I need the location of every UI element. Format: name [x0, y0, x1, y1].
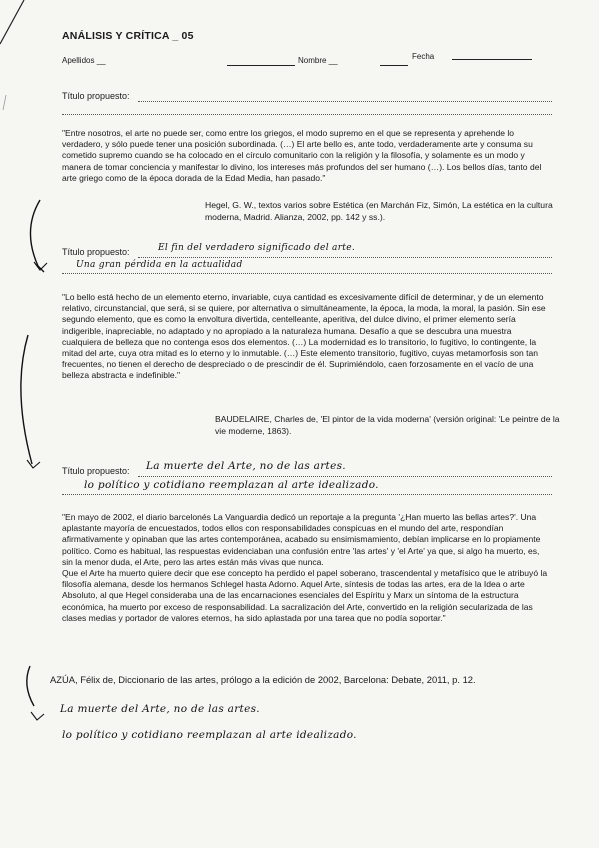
fecha-label: Fecha: [412, 52, 435, 61]
source-hegel: Hegel, G. W., textos varios sobre Estética (en Marchán Fiz, Simón, La estética en la cultura moderna, Madrid. Alianza, 2002, pp. 142 y ss.).: [205, 200, 553, 222]
titulo-propuesto-label-2: Título propuesto:: [62, 247, 130, 257]
worksheet-title: ANÁLISIS Y CRÍTICA _ 05: [62, 30, 194, 42]
fecha-field[interactable]: [452, 59, 532, 60]
handwritten-answer-3a: La muerte del Arte, no de las artes.: [60, 703, 260, 715]
titulo-line-3a[interactable]: [138, 476, 552, 477]
handwritten-answer-3b: lo político y cotidiano reemplazan al arte idealizado.: [62, 729, 357, 741]
titulo-line-2a[interactable]: [138, 257, 552, 258]
titulo-line-3b[interactable]: [62, 494, 552, 495]
nombre-field[interactable]: [380, 65, 408, 66]
source-azua: AZÚA, Félix de, Diccionario de las artes, prólogo a la edición de 2002, Barcelona: Debate, 2011, p. 12.: [50, 674, 476, 685]
titulo-line-2b[interactable]: [62, 273, 552, 274]
titulo-line-1b[interactable]: [62, 114, 552, 115]
quote-azua-text-1: "En mayo de 2002, el diario barcelonés La Vanguardia dedicó un reportaje a la pregunta '¿Han muerto las bellas artes?'. Una aplastante mayoría de encuestados, todos ellos con responsabilidades conspicuas en el mundo del arte, respondían afirmativamente y opinaban que las artes contemporánea, acabado su ensimismamiento, debían implicarse en lo propiamente político. Como es habitual, las respuestas evidenciaban una confusión entre 'las artes' y 'el Arte' ya que, si algo ha muerto, es, sin la menor duda, el Arte, pero las artes están más vivas que nunca.: [62, 512, 541, 567]
quote-azua: [62, 512, 552, 624]
quote-baudelaire: [62, 292, 552, 382]
titulo-line-1a[interactable]: [138, 101, 552, 102]
handwritten-title-2b: Una gran pérdida en la actualidad: [76, 260, 243, 270]
student-fields: [62, 52, 562, 68]
source-baudelaire: BAUDELAIRE, Charles de, 'El pintor de la vida moderna' (versión original: 'Le peintre de la vie moderne, 1863).: [215, 414, 560, 436]
titulo-propuesto-label-1: Título propuesto:: [62, 91, 130, 101]
nombre-label: Nombre __: [298, 56, 338, 65]
quote-azua-text-2: Que el Arte ha muerto quiere decir que ese concepto ha perdido el papel soberano, trascendental y metafísico que le atribuyó la filosofía alemana, desde los hermanos Schlegel hasta Adorno. Aquel Arte, síntesis de todas las artes, era de la Idea o arte Absoluto, al que Hegel consideraba una de las encarnaciones esenciales del Espíritu y Marx un síntoma de la estructura económica, ha muerto por exceso de responsabilidad. La sacralización del Arte, convertido en la religión secularizada de las clases medias y portador de valores eternos, ha sido aplastada por una tarea que no podía soportar.": [62, 568, 548, 623]
handwritten-title-3b: lo político y cotidiano reemplazan al arte idealizado.: [84, 479, 379, 491]
apellidos-label: Apellidos __: [62, 56, 106, 65]
apellidos-field[interactable]: [227, 65, 295, 66]
quote-hegel: [62, 128, 552, 184]
handwritten-title-3a: La muerte del Arte, no de las artes.: [146, 460, 346, 472]
titulo-propuesto-label-3: Título propuesto:: [62, 466, 130, 476]
handwritten-title-2a: El fin del verdadero significado del arte.: [158, 243, 355, 253]
quote-hegel-text: "Entre nosotros, el arte no puede ser, como entre los griegos, el modo supremo en el que se representa y aprehende lo verdadero, y sólo puede tener una posición subordinada. (…) El arte bello es, ante todo, verdaderamente arte y consuma su cometido supremo cuando se ha colocado en el círculo comunitario con la religión y la filosofía, y solamente es un modo y manera de tomar conciencia y manifestar lo divino, los intereses más profundos del ser humano (…). Los bellos días, tanto del arte griego como de la época dorada de la Edad Media, han pasado.": [62, 128, 542, 183]
quote-baudelaire-text: "Lo bello está hecho de un elemento eterno, invariable, cuya cantidad es excesivamente difícil de determinar, y de un elemento relativo, circunstancial, que será, si se quiere, por alternativa o simultáneamente, la época, la moda, la moral, la pasión. Sin ese segundo elemento, que es como la envoltura divertida, centelleante, aperitiva, del dulce divino, el primer elemento sería indigerible, inapreciable, no adaptado y no apropiado a la naturaleza humana. Desafío a que se descubra una muestra cualquiera de belleza que no contenga esos dos elementos. (…) La modernidad es lo transitorio, lo fugitivo, lo contingente, la mitad del arte, cuya otra mitad es lo eterno y lo inmutable. (…) Este elemento transitorio, fugitivo, cuyas metamorfosis son tan frecuentes, no tienen el derecho de despreciado o de prescindir de él. Suprimiéndolo, caen forzosamente en el vacío de una belleza abstracta e indefinible.": [62, 292, 546, 381]
